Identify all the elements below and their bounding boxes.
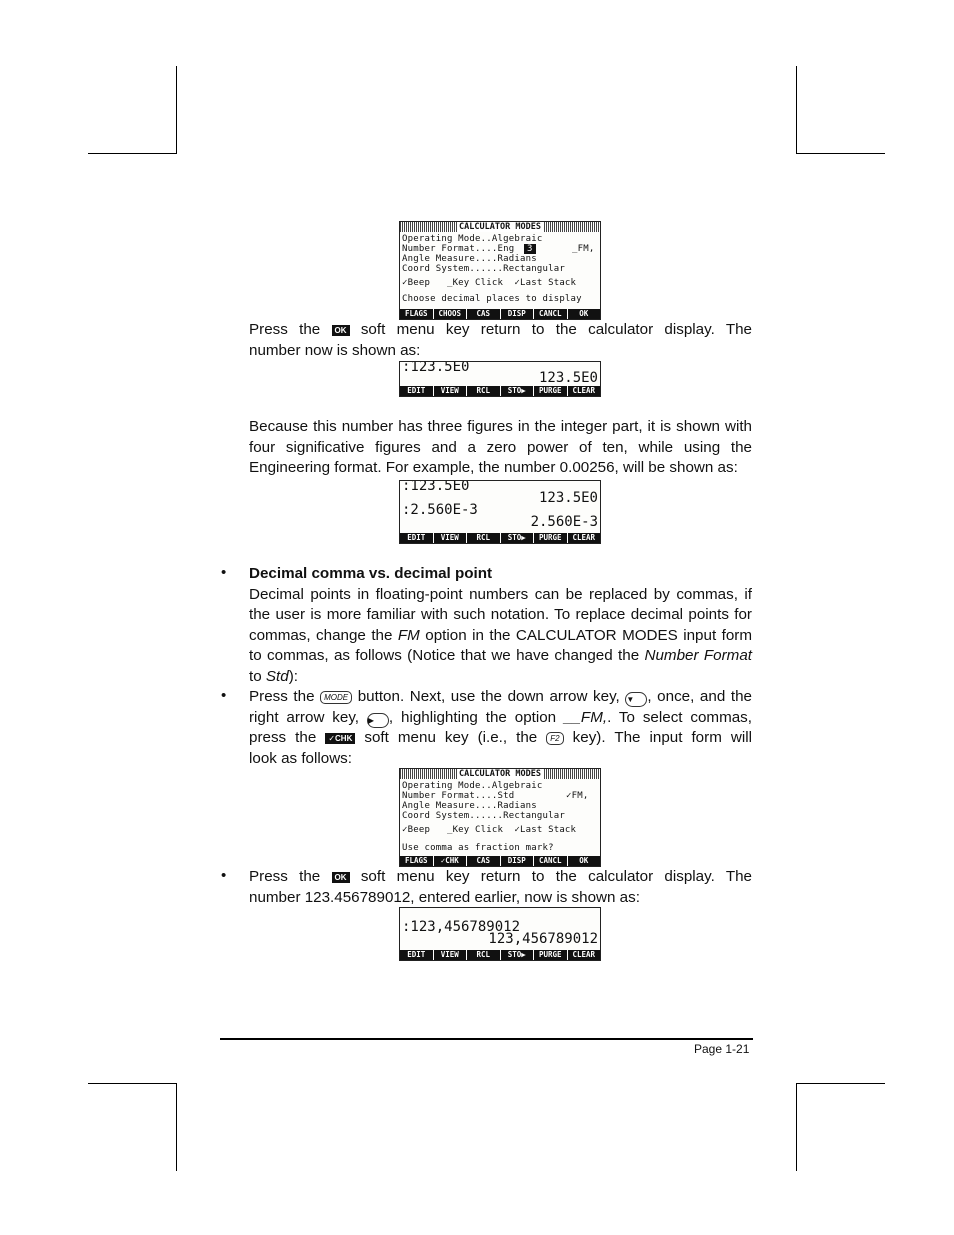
text-line	[249, 728, 752, 749]
softkey-disp[interactable]: DISP	[501, 856, 534, 866]
paragraph	[249, 320, 752, 361]
softkey-cancl[interactable]: CANCL	[534, 309, 567, 319]
decimal-digits-field[interactable]: 3	[524, 244, 536, 254]
fm-term: FM	[397, 626, 420, 644]
softkey-purge[interactable]: PURGE	[534, 533, 567, 543]
text-line: to commas, as follows (Notice that we have changed the Number Format	[249, 647, 752, 665]
calculator-modes-screen-eng	[399, 221, 601, 320]
screen-row: Number Format....Eng	[402, 244, 515, 254]
bullet: •	[221, 564, 227, 581]
text-line: number now is shown as:	[249, 341, 421, 359]
page-number: Page 1-21	[694, 1042, 750, 1056]
softkey-rcl[interactable]: RCL	[467, 386, 500, 396]
crop-mark	[796, 66, 797, 154]
screen-row: Number Format....Std	[402, 791, 515, 801]
screen-title-bar	[400, 222, 600, 232]
stack-entry: :123.5E0	[402, 361, 470, 375]
stack-result: 2.560E-3	[530, 514, 598, 530]
std-term: Std	[265, 667, 289, 685]
ok-softkey-glyph: OK	[332, 325, 350, 336]
screen-title: CALCULATOR MODES	[459, 769, 541, 779]
paragraph	[249, 564, 752, 688]
screen-row: Angle Measure....Radians	[402, 254, 537, 264]
text-span: , once, and the	[647, 688, 752, 705]
text-span: button. Next, use the down arrow key,	[357, 688, 620, 705]
softkey-edit[interactable]: EDIT	[400, 950, 433, 960]
text-span: , highlighting the option	[388, 708, 557, 726]
stack-entry: :123.5E0	[402, 480, 470, 494]
screen-row: Operating Mode..Algebraic	[402, 234, 543, 244]
soft-menu	[400, 856, 600, 866]
text-line: number 123.456789012, entered earlier, now is shown as:	[249, 888, 640, 906]
softkey-ok[interactable]: OK	[568, 309, 601, 319]
screen-help-text: Use comma as fraction mark?	[402, 843, 554, 853]
chk-softkey-glyph: ✓CHK	[325, 733, 355, 744]
soft-menu	[400, 386, 600, 396]
text-line	[249, 687, 752, 708]
fm-option[interactable]: ✓FM,	[566, 791, 589, 801]
softkey-disp[interactable]: DISP	[501, 309, 534, 319]
crop-mark	[796, 1083, 797, 1171]
text-line	[249, 867, 752, 888]
stack-screen-two-results	[399, 480, 601, 544]
paragraph	[249, 417, 752, 479]
softkey-clear[interactable]: CLEAR	[568, 950, 601, 960]
softkey-purge[interactable]: PURGE	[534, 386, 567, 396]
text-line	[249, 320, 752, 341]
screen-title: CALCULATOR MODES	[459, 222, 541, 232]
paragraph	[249, 867, 752, 908]
screen-row: Coord System......Rectangular	[402, 811, 565, 821]
stack-entry: :123,456789012	[402, 919, 521, 935]
screen-row: Operating Mode..Algebraic	[402, 781, 543, 791]
softkey-ok[interactable]: OK	[568, 856, 601, 866]
crop-mark	[88, 1083, 177, 1084]
stack-result: 123,456789012	[488, 931, 598, 947]
softkey-sto[interactable]: STO▶	[501, 533, 534, 543]
crop-mark	[176, 1083, 177, 1171]
crop-mark	[88, 153, 177, 154]
text-line: the user is more familiar with such notation. To replace decimal points for	[249, 606, 752, 624]
text-span: right arrow key,	[249, 708, 360, 726]
soft-menu	[400, 309, 600, 319]
softkey-cas[interactable]: CAS	[467, 856, 500, 866]
softkey-purge[interactable]: PURGE	[534, 950, 567, 960]
softkey-clear[interactable]: CLEAR	[568, 386, 601, 396]
number-format-term: Number Format	[644, 647, 752, 665]
mode-key-icon: MODE	[320, 691, 352, 704]
down-arrow-key-icon: ▼	[625, 692, 647, 707]
crop-mark	[176, 66, 177, 154]
softkey-chk[interactable]: ✓CHK	[434, 856, 467, 866]
softkey-edit[interactable]: EDIT	[400, 533, 433, 543]
screen-row: Coord System......Rectangular	[402, 264, 565, 274]
softkey-cancl[interactable]: CANCL	[534, 856, 567, 866]
crop-mark	[796, 153, 885, 154]
stack-result: 123.5E0	[538, 490, 598, 506]
fm-option[interactable]: _FM,	[572, 244, 595, 254]
text-span: Press the	[249, 321, 321, 338]
f2-key-icon: F2	[546, 732, 563, 745]
softkey-cas[interactable]: CAS	[467, 309, 500, 319]
bullet: •	[221, 687, 227, 704]
text-span: key). The input form will	[572, 729, 752, 747]
text-line: look as follows:	[249, 749, 352, 767]
stack-entry: :2.560E-3	[402, 502, 478, 518]
softkey-flags[interactable]: FLAGS	[400, 309, 433, 319]
screen-title-bar	[400, 769, 600, 779]
text-span: soft menu key return to the calculator display.	[360, 321, 715, 338]
stack-result: 123.5E0	[538, 370, 598, 386]
text-span: press the	[249, 729, 317, 747]
ok-softkey-glyph: OK	[332, 872, 350, 883]
softkey-view[interactable]: VIEW	[434, 386, 467, 396]
stack-screen-eng	[399, 361, 601, 397]
screen-row: ✓Beep _Key Click ✓Last Stack	[402, 278, 577, 288]
text-span: . To select commas,	[607, 708, 752, 726]
fm-option-term: __FM,	[564, 708, 608, 726]
softkey-rcl[interactable]: RCL	[467, 950, 500, 960]
softkey-sto[interactable]: STO▶	[501, 386, 534, 396]
text-span: soft menu key (i.e., the	[364, 729, 538, 747]
softkey-sto[interactable]: STO▶	[501, 950, 534, 960]
calculator-modes-screen-std	[399, 768, 601, 867]
screen-row: ✓Beep _Key Click ✓Last Stack	[402, 825, 577, 835]
screen-help-text: Choose decimal places to display	[402, 294, 582, 304]
text-line	[249, 708, 752, 729]
text-line: to Std):	[249, 667, 298, 685]
softkey-view[interactable]: VIEW	[434, 533, 467, 543]
text-span: Press the	[249, 688, 315, 705]
right-arrow-key-icon: ▶	[367, 713, 389, 728]
footer-rule	[220, 1038, 753, 1040]
stack-screen-comma	[399, 907, 601, 961]
softkey-flags[interactable]: FLAGS	[400, 856, 433, 866]
section-heading: Decimal comma vs. decimal point	[249, 565, 493, 582]
text-span: Press the	[249, 868, 321, 885]
text-span: The	[725, 868, 752, 885]
text-line: Decimal points in floating-point numbers can be replaced by commas, if	[249, 585, 752, 603]
text-span: The	[725, 321, 752, 338]
screen-row: Angle Measure....Radians	[402, 801, 537, 811]
softkey-clear[interactable]: CLEAR	[568, 533, 601, 543]
paragraph	[249, 687, 752, 769]
softkey-view[interactable]: VIEW	[434, 950, 467, 960]
text-line: Engineering format. For example, the number 0.00256, will be shown as:	[249, 459, 738, 477]
softkey-edit[interactable]: EDIT	[400, 386, 433, 396]
text-line: Because this number has three figures in the integer part, it is shown with	[249, 418, 752, 435]
text-line: four significative figures and a zero power of ten, while using the	[249, 438, 752, 456]
softkey-rcl[interactable]: RCL	[467, 533, 500, 543]
text-line: commas, change the FM option in the CALCULATOR MODES input form	[249, 626, 752, 644]
text-span: soft menu key return to the calculator display.	[360, 868, 715, 885]
bullet: •	[221, 867, 227, 884]
softkey-choos[interactable]: CHOOS	[434, 309, 467, 319]
soft-menu	[400, 950, 600, 960]
crop-mark	[796, 1083, 885, 1084]
soft-menu	[400, 533, 600, 543]
